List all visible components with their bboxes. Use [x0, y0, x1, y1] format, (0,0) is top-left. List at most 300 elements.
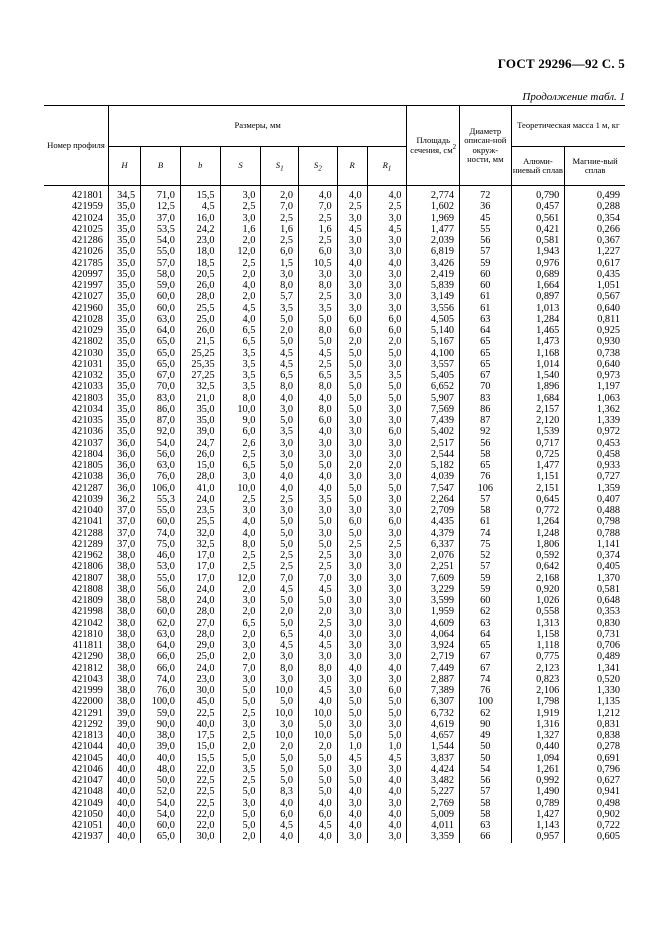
r1-value: 3,0 — [367, 561, 407, 572]
diameter-value: 92 — [460, 426, 512, 437]
s2-value: 5,0 — [298, 314, 337, 325]
aluminum-mass-value: 1,158 — [511, 629, 565, 640]
profile-number: 421049 — [72, 797, 103, 809]
h-value: 35,0 — [108, 291, 140, 302]
h-value: 37,0 — [108, 516, 140, 527]
profile-number: 421806 — [72, 561, 103, 573]
h-value: 35,0 — [108, 359, 140, 370]
magnesium-mass-value: 0,796 — [565, 764, 625, 775]
aluminum-mass-value: 1,664 — [511, 280, 565, 291]
s-value: 2,5 — [220, 550, 261, 561]
small-b-value: 25,0 — [180, 651, 220, 662]
aluminum-mass-value: 0,421 — [511, 224, 565, 235]
area-value: 5,167 — [407, 336, 460, 347]
s2-value: 8,0 — [298, 404, 337, 415]
s1-value: 2,5 — [261, 494, 299, 505]
big-b-value: 55,3 — [141, 494, 181, 505]
profile-number: 421036 — [72, 426, 103, 438]
big-b-value: 63,0 — [141, 314, 181, 325]
magnesium-mass-value: 0,933 — [565, 460, 625, 471]
table-row — [44, 550, 625, 561]
area-value: 5,140 — [407, 325, 460, 336]
s-value: 3,5 — [220, 370, 261, 381]
s2-value: 5,0 — [298, 753, 337, 764]
table-row — [44, 359, 625, 370]
aluminum-mass-value: 1,490 — [511, 786, 565, 797]
table-row — [44, 651, 625, 662]
aluminum-mass-value: 1,264 — [511, 516, 565, 527]
profile-number: 421038 — [72, 471, 103, 483]
s-value: 2,0 — [220, 606, 261, 617]
aluminum-mass-value: 1,896 — [511, 381, 565, 392]
r1-value: 3,0 — [367, 404, 407, 415]
magnesium-mass-value: 0,354 — [565, 213, 625, 224]
table-row — [44, 213, 625, 224]
r1-value: 4,0 — [367, 820, 407, 831]
s1-value: 4,5 — [261, 640, 299, 651]
diameter-value: 36 — [460, 201, 512, 212]
r-value: 3,0 — [337, 235, 367, 246]
diameter-value: 76 — [460, 685, 512, 696]
big-b-value: 106,0 — [141, 483, 181, 494]
diameter-value: 59 — [460, 584, 512, 595]
h-value: 40,0 — [108, 798, 140, 809]
profile-number: 421044 — [72, 741, 103, 753]
small-b-value: 30,0 — [180, 831, 220, 842]
h-value: 38,0 — [108, 561, 140, 572]
profile-number: 421803 — [72, 392, 103, 404]
s1-value: 4,5 — [261, 348, 299, 359]
diameter-value: 58 — [460, 505, 512, 516]
s1-value: 4,0 — [261, 483, 299, 494]
profile-number: 421805 — [72, 460, 103, 471]
magnesium-mass-value: 0,499 — [565, 186, 625, 202]
magnesium-mass-value: 0,930 — [565, 336, 625, 347]
s-value: 9,0 — [220, 415, 261, 426]
area-value: 2,517 — [407, 438, 460, 449]
h-value: 40,0 — [108, 753, 140, 764]
profile-number: 421042 — [72, 617, 103, 629]
r-value: 3,0 — [337, 415, 367, 426]
s-value: 2,6 — [220, 438, 261, 449]
profile-number: 421289 — [72, 538, 103, 550]
magnesium-mass-value: 0,288 — [565, 201, 625, 212]
s-value: 3,0 — [220, 640, 261, 651]
small-b-value: 27,0 — [180, 618, 220, 629]
magnesium-mass-value: 0,435 — [565, 269, 625, 280]
s2-value: 6,0 — [298, 246, 337, 257]
small-b-value: 23,0 — [180, 674, 220, 685]
s2-value: 4,5 — [298, 348, 337, 359]
table-row — [44, 786, 625, 797]
magnesium-alloy-header: Магние-вый сплав — [565, 147, 625, 186]
aluminum-mass-value: 1,465 — [511, 325, 565, 336]
table-row — [44, 494, 625, 505]
small-b-value: 22,5 — [180, 708, 220, 719]
s2-value: 10,0 — [298, 730, 337, 741]
small-b-value: 21,5 — [180, 336, 220, 347]
diameter-value: 64 — [460, 325, 512, 336]
small-b-value: 32,0 — [180, 528, 220, 539]
r1-value: 5,0 — [367, 730, 407, 741]
r-value: 3,0 — [337, 798, 367, 809]
table-row — [44, 438, 625, 449]
area-value: 4,100 — [407, 348, 460, 359]
s2-value: 5,0 — [298, 516, 337, 527]
s2-value: 5,0 — [298, 539, 337, 550]
small-b-value: 17,5 — [180, 730, 220, 741]
diameter-value: 49 — [460, 730, 512, 741]
table-row — [44, 246, 625, 257]
r-value: 2,5 — [337, 539, 367, 550]
magnesium-mass-value: 1,362 — [565, 404, 625, 415]
diameter-value: 65 — [460, 640, 512, 651]
r1-value: 4,5 — [367, 224, 407, 235]
table-row — [44, 809, 625, 820]
s-value: 2,0 — [220, 584, 261, 595]
area-value: 2,544 — [407, 449, 460, 460]
big-b-value: 56,0 — [141, 584, 181, 595]
r-value: 3,0 — [337, 629, 367, 640]
big-b-value: 71,0 — [141, 186, 181, 202]
r-value: 2,0 — [337, 336, 367, 347]
r1-value: 3,0 — [367, 471, 407, 482]
s2-value: 2,5 — [298, 618, 337, 629]
h-value: 35,0 — [108, 201, 140, 212]
s1-value: 5,7 — [261, 291, 299, 302]
diameter-value: 66 — [460, 831, 512, 842]
table-row — [44, 460, 625, 471]
h-value: 38,0 — [108, 573, 140, 584]
h-value: 40,0 — [108, 831, 140, 842]
profile-number: 421937 — [72, 831, 103, 843]
table-row — [44, 798, 625, 809]
aluminum-mass-value: 0,992 — [511, 775, 565, 786]
s2-value: 2,5 — [298, 213, 337, 224]
aluminum-mass-value: 1,168 — [511, 348, 565, 359]
big-b-value: 64,0 — [141, 325, 181, 336]
big-b-value: 60,0 — [141, 820, 181, 831]
r1-value: 4,0 — [367, 775, 407, 786]
s-value: 3,5 — [220, 348, 261, 359]
table-row — [44, 516, 625, 527]
diameter-value: 59 — [460, 573, 512, 584]
small-b-value: 40,0 — [180, 719, 220, 730]
area-value: 2,251 — [407, 561, 460, 572]
aluminum-mass-value: 0,592 — [511, 550, 565, 561]
profile-number: 420997 — [72, 268, 103, 280]
profile-number: 421029 — [72, 325, 103, 336]
area-value: 1,602 — [407, 201, 460, 212]
magnesium-mass-value: 0,738 — [565, 348, 625, 359]
diameter-header: Диаметр описан-ной окруж-ности, мм — [460, 106, 512, 186]
r-value: 3,0 — [337, 674, 367, 685]
h-value: 36,2 — [108, 494, 140, 505]
r1-value: 3,0 — [367, 618, 407, 629]
area-value: 5,182 — [407, 460, 460, 471]
s1-value: 5,0 — [261, 460, 299, 471]
r-value: 3,0 — [337, 291, 367, 302]
s-value: 3,0 — [220, 674, 261, 685]
small-b-value: 41,0 — [180, 483, 220, 494]
s1-value: 3,5 — [261, 426, 299, 437]
small-b-value: 25,25 — [180, 348, 220, 359]
diameter-value: 75 — [460, 539, 512, 550]
s1-value: 10,0 — [261, 730, 299, 741]
area-value: 2,039 — [407, 235, 460, 246]
diameter-value: 63 — [460, 618, 512, 629]
s1-value: 4,0 — [261, 471, 299, 482]
s-value: 3,5 — [220, 381, 261, 392]
col-b-header: b — [180, 147, 220, 186]
dimensions-group-header: Размеры, мм — [108, 106, 407, 147]
big-b-value: 87,0 — [141, 415, 181, 426]
s2-value: 3,0 — [298, 674, 337, 685]
profile-number: 421046 — [72, 763, 103, 775]
small-b-value: 30,0 — [180, 685, 220, 696]
r1-value: 6,0 — [367, 516, 407, 527]
h-value: 38,0 — [108, 595, 140, 606]
h-value: 35,0 — [108, 426, 140, 437]
area-value: 7,389 — [407, 685, 460, 696]
r-value: 5,0 — [337, 393, 367, 404]
magnesium-mass-value: 0,266 — [565, 224, 625, 235]
s-value: 4,5 — [220, 303, 261, 314]
s2-value: 3,0 — [298, 269, 337, 280]
s1-value: 3,0 — [261, 505, 299, 516]
s-value: 1,6 — [220, 224, 261, 235]
table-row — [44, 404, 625, 415]
s2-value: 3,0 — [298, 449, 337, 460]
r1-value: 5,0 — [367, 708, 407, 719]
r1-value: 3,0 — [367, 584, 407, 595]
diameter-value: 56 — [460, 235, 512, 246]
big-b-value: 55,0 — [141, 505, 181, 516]
big-b-value: 83,0 — [141, 393, 181, 404]
area-header: Площадь сечения, $см^2$ — [407, 106, 460, 186]
small-b-value: 28,0 — [180, 629, 220, 640]
r1-value: 6,0 — [367, 314, 407, 325]
s2-value: 2,5 — [298, 359, 337, 370]
big-b-value: 37,0 — [141, 213, 181, 224]
s-value: 10,0 — [220, 483, 261, 494]
small-b-value: 20,5 — [180, 269, 220, 280]
r1-value: 6,0 — [367, 426, 407, 437]
h-value: 35,0 — [108, 404, 140, 415]
area-value: 7,449 — [407, 663, 460, 674]
h-value: 40,0 — [108, 730, 140, 741]
s2-value: 6,0 — [298, 415, 337, 426]
table-row — [44, 471, 625, 482]
big-b-value: 65,0 — [141, 336, 181, 347]
aluminum-mass-value: 2,168 — [511, 573, 565, 584]
s1-value: 5,0 — [261, 764, 299, 775]
magnesium-mass-value: 0,831 — [565, 719, 625, 730]
big-b-value: 74,0 — [141, 528, 181, 539]
diameter-value: 64 — [460, 629, 512, 640]
profile-number: 421802 — [72, 336, 103, 348]
small-b-value: 24,2 — [180, 224, 220, 235]
magnesium-mass-value: 0,498 — [565, 798, 625, 809]
r-value: 4,0 — [337, 663, 367, 674]
diameter-value: 74 — [460, 528, 512, 539]
diameter-value: 50 — [460, 741, 512, 752]
small-b-value: 35,0 — [180, 404, 220, 415]
s1-value: 4,5 — [261, 359, 299, 370]
small-b-value: 15,5 — [180, 186, 220, 202]
s2-value: 5,0 — [298, 775, 337, 786]
diameter-value: 60 — [460, 280, 512, 291]
r-value: 5,0 — [337, 483, 367, 494]
table-row — [44, 753, 625, 764]
profile-number: 421031 — [72, 358, 103, 370]
s-value: 2,0 — [220, 831, 261, 842]
r-value: 3,0 — [337, 606, 367, 617]
small-b-value: 32,5 — [180, 539, 220, 550]
aluminum-mass-value: 2,123 — [511, 663, 565, 674]
profile-number: 421808 — [72, 583, 103, 595]
area-value: 7,439 — [407, 415, 460, 426]
big-b-value: 38,0 — [141, 730, 181, 741]
area-value: 3,426 — [407, 258, 460, 269]
profile-number: 421025 — [72, 223, 103, 235]
r1-value: 3,0 — [367, 719, 407, 730]
diameter-value: 67 — [460, 370, 512, 381]
profile-number: 421034 — [72, 403, 103, 415]
table-row — [44, 820, 625, 831]
col-R1-header: $R_1$ — [367, 147, 407, 186]
diameter-value: 87 — [460, 415, 512, 426]
big-b-value: 40,0 — [141, 753, 181, 764]
magnesium-mass-value: 0,972 — [565, 426, 625, 437]
r1-value: 3,0 — [367, 438, 407, 449]
magnesium-mass-value: 1,341 — [565, 663, 625, 674]
s1-value: 2,5 — [261, 235, 299, 246]
table-row — [44, 674, 625, 685]
s2-value: 1,6 — [298, 224, 337, 235]
area-value: 4,064 — [407, 629, 460, 640]
aluminum-mass-value: 0,725 — [511, 449, 565, 460]
s2-value: 8,0 — [298, 280, 337, 291]
s1-value: 1,5 — [261, 258, 299, 269]
area-value: 5,907 — [407, 393, 460, 404]
s2-value: 4,0 — [298, 393, 337, 404]
h-value: 37,0 — [108, 528, 140, 539]
small-b-value: 15,0 — [180, 460, 220, 471]
h-value: 38,0 — [108, 651, 140, 662]
magnesium-mass-value: 1,141 — [565, 539, 625, 550]
s1-value: 5,0 — [261, 516, 299, 527]
big-b-value: 55,0 — [141, 246, 181, 257]
s2-value: 5,0 — [298, 719, 337, 730]
table-row — [44, 426, 625, 437]
aluminum-mass-value: 0,645 — [511, 494, 565, 505]
aluminum-mass-value: 1,013 — [511, 303, 565, 314]
small-b-value: 21,0 — [180, 393, 220, 404]
s1-value: 4,5 — [261, 820, 299, 831]
r1-value: 3,0 — [367, 505, 407, 516]
diameter-value: 106 — [460, 483, 512, 494]
s1-value: 2,0 — [261, 741, 299, 752]
big-b-value: 75,0 — [141, 539, 181, 550]
small-b-value: 35,0 — [180, 415, 220, 426]
h-value: 36,0 — [108, 483, 140, 494]
table-row — [44, 291, 625, 302]
big-b-value: 46,0 — [141, 550, 181, 561]
s1-value: 8,0 — [261, 280, 299, 291]
s1-value: 5,0 — [261, 314, 299, 325]
big-b-value: 59,0 — [141, 280, 181, 291]
profile-number: 421048 — [72, 786, 103, 798]
r-value: 3,5 — [337, 370, 367, 381]
r-value: 3,0 — [337, 303, 367, 314]
diameter-value: 65 — [460, 348, 512, 359]
h-value: 35,0 — [108, 269, 140, 280]
magnesium-mass-value: 0,902 — [565, 809, 625, 820]
h-value: 35,0 — [108, 246, 140, 257]
s-value: 2,5 — [220, 258, 261, 269]
r1-value: 3,0 — [367, 606, 407, 617]
area-value: 3,556 — [407, 303, 460, 314]
h-value: 38,0 — [108, 674, 140, 685]
aluminum-mass-value: 1,684 — [511, 393, 565, 404]
diameter-value: 57 — [460, 246, 512, 257]
magnesium-mass-value: 0,367 — [565, 235, 625, 246]
big-b-value: 100,0 — [141, 696, 181, 707]
big-b-value: 90,0 — [141, 719, 181, 730]
table-row — [44, 325, 625, 336]
area-value: 4,505 — [407, 314, 460, 325]
r1-value: 2,5 — [367, 539, 407, 550]
area-value: 2,719 — [407, 651, 460, 662]
s-value: 2,5 — [220, 775, 261, 786]
big-b-value: 54,0 — [141, 798, 181, 809]
s-value: 6,5 — [220, 460, 261, 471]
s-value: 5,0 — [220, 809, 261, 820]
profile-number: 421041 — [72, 516, 103, 528]
s-value: 7,0 — [220, 663, 261, 674]
big-b-value: 65,0 — [141, 831, 181, 842]
big-b-value: 66,0 — [141, 663, 181, 674]
aluminum-mass-value: 0,897 — [511, 291, 565, 302]
s-value: 4,0 — [220, 516, 261, 527]
aluminum-mass-value: 1,539 — [511, 426, 565, 437]
area-value: 6,652 — [407, 381, 460, 392]
big-b-value: 52,0 — [141, 786, 181, 797]
aluminum-mass-value: 0,789 — [511, 798, 565, 809]
s1-value: 8,0 — [261, 663, 299, 674]
h-value: 36,0 — [108, 471, 140, 482]
s1-value: 2,0 — [261, 186, 299, 202]
profile-number: 421037 — [72, 437, 103, 449]
diameter-value: 58 — [460, 798, 512, 809]
profile-number: 421288 — [72, 527, 103, 539]
small-b-value: 27,25 — [180, 370, 220, 381]
profile-number: 421050 — [72, 808, 103, 820]
profile-number: 421962 — [72, 550, 103, 561]
area-value: 3,924 — [407, 640, 460, 651]
r-value: 3,0 — [337, 438, 367, 449]
s1-value: 1,6 — [261, 224, 299, 235]
small-b-value: 22,5 — [180, 798, 220, 809]
magnesium-mass-value: 0,520 — [565, 674, 625, 685]
diameter-value: 100 — [460, 696, 512, 707]
table-row — [44, 595, 625, 606]
aluminum-mass-value: 0,772 — [511, 505, 565, 516]
area-value: 4,657 — [407, 730, 460, 741]
r-value: 4,0 — [337, 786, 367, 797]
r-value: 2,0 — [337, 460, 367, 471]
